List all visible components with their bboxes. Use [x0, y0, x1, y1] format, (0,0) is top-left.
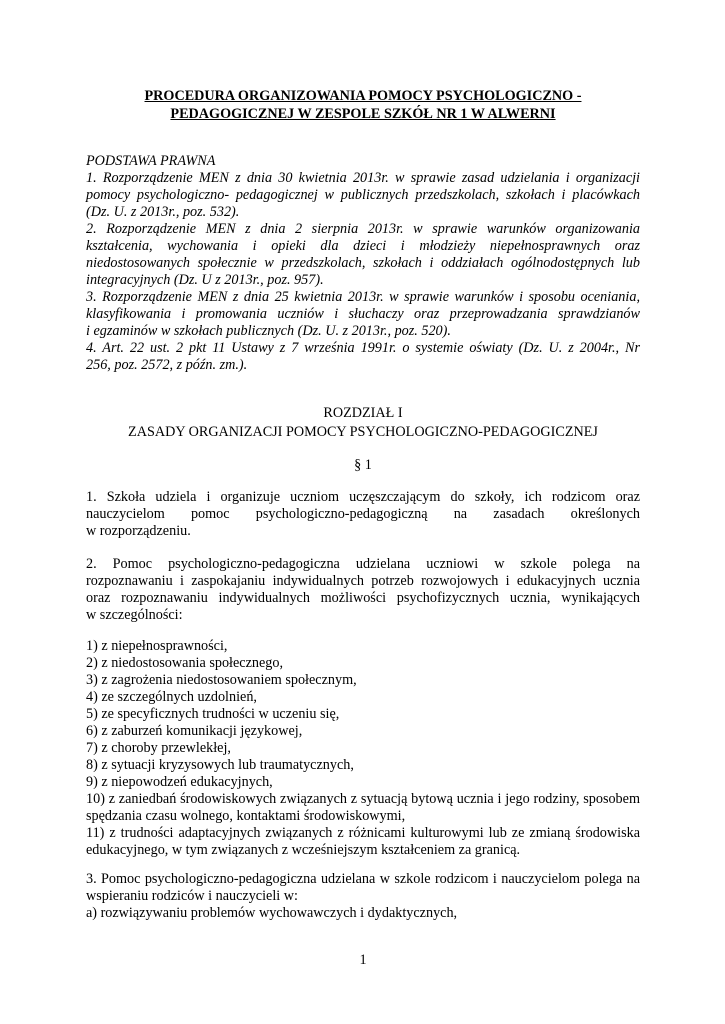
- title-line-2: PEDAGOGICZNEJ W ZESPOLE SZKÓŁ NR 1 W ALWERNI: [170, 106, 556, 122]
- list-item: 8) z sytuacji kryzysowych lub traumatycznych,: [86, 757, 354, 773]
- paragraph-line: a) rozwiązywaniu problemów wychowawczych i dydaktycznych,: [86, 905, 458, 921]
- list-item: 4) ze szczególnych uzdolnień,: [86, 689, 257, 705]
- paragraph-point-2: [86, 556, 640, 624]
- list-item: 5) ze specyficznych trudności w uczeniu się,: [86, 706, 340, 722]
- legal-basis-line: pomocy psychologiczno- pedagogicznej w publicznych przedszkolach, szkołach i placówkach: [86, 187, 640, 203]
- legal-basis-line: 4. Art. 22 ust. 2 pkt 11 Ustawy z 7 września 1991r. o systemie oświaty (Dz. U. z 2004r., Nr: [86, 340, 640, 356]
- list-item: 11) z trudności adaptacyjnych związanych z różnicami kulturowymi lub ze zmianą środowiska: [86, 825, 640, 841]
- paragraph-line: 1. Szkoła udziela i organizuje uczniom uczęszczającym do szkoły, ich rodzicom oraz: [86, 489, 640, 505]
- chapter-title: ZASADY ORGANIZACJI POMOCY PSYCHOLOGICZNO-PEDAGOGICZNEJ: [128, 424, 598, 440]
- legal-basis-line: integracyjnych (Dz. U z 2013r., poz. 957).: [86, 272, 324, 288]
- list-item: 1) z niepełnosprawności,: [86, 638, 228, 654]
- paragraph-line: w rozporządzeniu.: [86, 523, 191, 539]
- legal-basis-line: niedostosowanych społecznie w przedszkolach, szkołach i oddziałach ogólnodostępnych lub: [86, 255, 640, 271]
- paragraph-line: wspieraniu rodziców i nauczycieli w:: [86, 888, 298, 904]
- chapter-heading: [86, 404, 640, 442]
- legal-basis-line: 1. Rozporządzenie MEN z dnia 30 kwietnia 2013r. w sprawie zasad udzielania i organizacji: [86, 170, 640, 186]
- legal-basis-line: 3. Rozporządzenie MEN z dnia 25 kwietnia 2013r. w sprawie warunków i sposobu oceniania,: [86, 289, 640, 305]
- legal-basis-line: (Dz. U. z 2013r., poz. 532).: [86, 204, 240, 220]
- list-item: 6) z zaburzeń komunikacji językowej,: [86, 723, 303, 739]
- list-item: 2) z niedostosowania społecznego,: [86, 655, 283, 671]
- paragraph-point-1: [86, 489, 640, 540]
- paragraph-line: 2. Pomoc psychologiczno-pedagogiczna udzielana uczniowi w szkole polega na: [86, 556, 640, 572]
- list-item-continuation: spędzania czasu wolnego, kontaktami środowiskowymi,: [86, 808, 406, 824]
- section-sign: § 1: [354, 457, 372, 473]
- legal-basis-line: 2. Rozporządzenie MEN z dnia 2 sierpnia 2013r. w sprawie warunków organizowania: [86, 221, 640, 237]
- paragraph-line: oraz rozpoznawaniu indywidualnych możliwości psychofizycznych ucznia, wynikających: [86, 590, 640, 606]
- list-item: 3) z zagrożenia niedostosowaniem społecznym,: [86, 672, 357, 688]
- legal-basis-section: [86, 153, 640, 374]
- list-item: 7) z choroby przewlekłej,: [86, 740, 231, 756]
- legal-basis-line: i egzaminów w szkołach publicznych (Dz. U. z 2013r., poz. 520).: [86, 323, 451, 339]
- legal-basis-heading: PODSTAWA PRAWNA: [86, 153, 216, 169]
- title-line-1: PROCEDURA ORGANIZOWANIA POMOCY PSYCHOLOGICZNO -: [144, 88, 582, 104]
- paragraph-line: 3. Pomoc psychologiczno-pedagogiczna udzielana w szkole rodzicom i nauczycielom polega na: [86, 871, 640, 887]
- paragraph-line: rozpoznawaniu i zaspokajaniu indywidualnych potrzeb rozwojowych i edukacyjnych ucznia: [86, 573, 640, 589]
- paragraph-line: w szczególności:: [86, 607, 183, 623]
- chapter-number: ROZDZIAŁ I: [323, 405, 403, 421]
- list-item: 9) z niepowodzeń edukacyjnych,: [86, 774, 273, 790]
- paragraph-point-3: [86, 871, 640, 922]
- legal-basis-line: klasyfikowania i promowania uczniów i słuchaczy oraz przeprowadzania sprawdzianów: [86, 306, 640, 322]
- document-title: [86, 87, 640, 123]
- paragraph-line: nauczycielom pomoc psychologiczno-pedagogiczną na zasadach określonych: [86, 506, 640, 522]
- list-item: 10) z zaniedbań środowiskowych związanych z sytuacją bytową ucznia i jego rodziny, sposobem: [86, 791, 640, 807]
- legal-basis-line: kształcenia, wychowania i opieki dla dzieci i młodzieży niepełnosprawnych oraz: [86, 238, 640, 254]
- legal-basis-line: 256, poz. 2572, z późn. zm.).: [86, 357, 248, 373]
- list-item-continuation: edukacyjnego, w tym związanych z wcześniejszym kształceniem za granicą.: [86, 842, 521, 858]
- page-number: 1: [359, 952, 367, 968]
- needs-list: [86, 638, 640, 859]
